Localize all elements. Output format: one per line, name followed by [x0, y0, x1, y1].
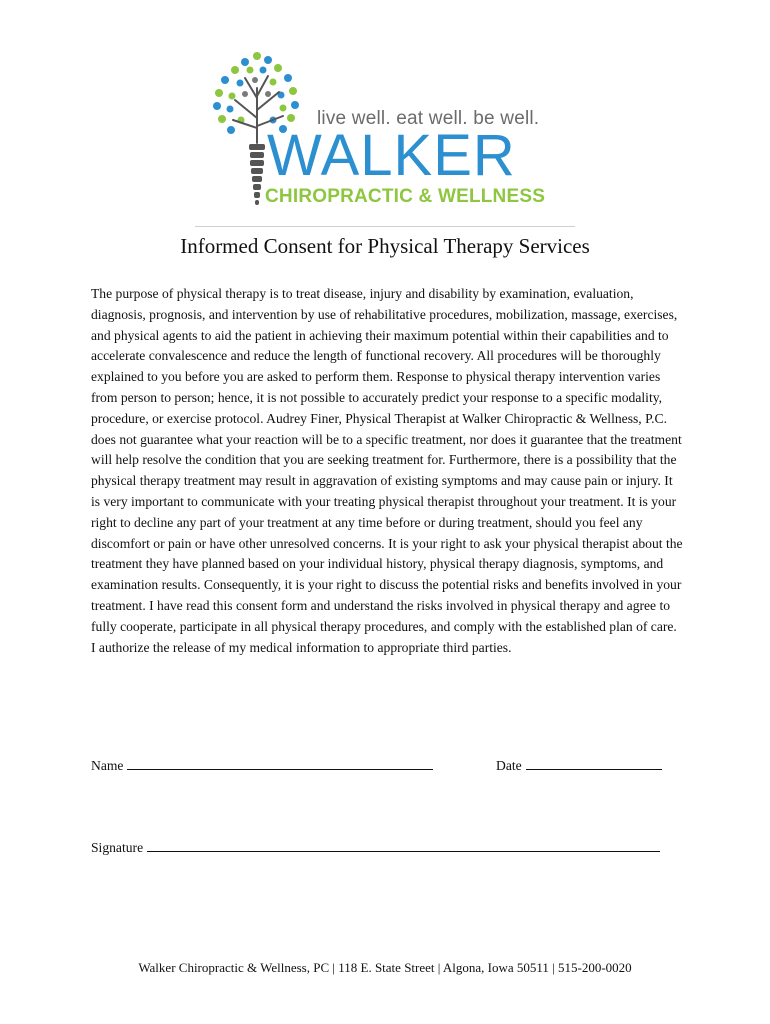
header-divider [195, 226, 575, 227]
footer-contact: Walker Chiropractic & Wellness, PC | 118 E. State Street | Algona, Iowa 50511 | 515-200-0020 [138, 960, 632, 975]
name-label: Name [91, 758, 124, 773]
name-input-line[interactable] [127, 757, 433, 770]
signature-label: Signature [91, 840, 144, 855]
name-field[interactable] [91, 757, 433, 774]
consent-body-text: The purpose of physical therapy is to treat disease, injury and disability by examination, evaluation, diagnosis, prognosis, and intervention by use of rehabilitative procedures, mobilization, massage, exercises, and physical agents to aid the patient in achieving their maximum potential within their capabilities and to accelerate convalescence and reduce the length of functional recovery. All procedures will be thoroughly explained to you before you are asked to perform them. Response to physical therapy intervention varies from person to person; hence, it is not possible to accurately predict your response to a specific modality, procedure, or exercise protocol. Audrey Finer, Physical Therapist at Walker Chiropractic & Wellness, P.C. does not guarantee what your reaction will be to a specific treatment, nor does it guarantee that the treatment will help resolve the condition that you are seeking treatment for. Furthermore, there is a possibility that the physical therapy treatment may result in aggravation of existing symptoms and may cause pain or injury. It is very important to communicate with your treating physical therapist throughout your treatment. It is your right to decline any part of your treatment at any time before or during treatment, should you feel any discomfort or pain or have other unresolved concerns. It is your right to ask your physical therapist about the treatment they have planned based on your individual history, physical therapy diagnosis, symptoms, and examination results. Consequently, it is your right to discuss the potential risks and benefits involved in your treatment. I have read this consent form and understand the risks involved in physical therapy and agree to fully cooperate, participate in all physical therapy procedures, and comply with the established plan of care. I authorize the release of my medical information to appropriate third parties. [91, 286, 683, 655]
signature-field[interactable] [91, 839, 660, 856]
date-input-line[interactable] [526, 757, 662, 770]
logo-subbrand: CHIROPRACTIC & WELLNESS [265, 186, 546, 207]
date-label: Date [496, 758, 522, 773]
document-title: Informed Consent for Physical Therapy Services [180, 234, 590, 258]
signature-input-line[interactable] [147, 839, 660, 852]
logo-tagline: live well. eat well. be well. [317, 108, 540, 129]
date-field[interactable] [496, 757, 662, 774]
walker-logo [205, 48, 565, 213]
logo-brand-name: WALKER [267, 123, 516, 188]
